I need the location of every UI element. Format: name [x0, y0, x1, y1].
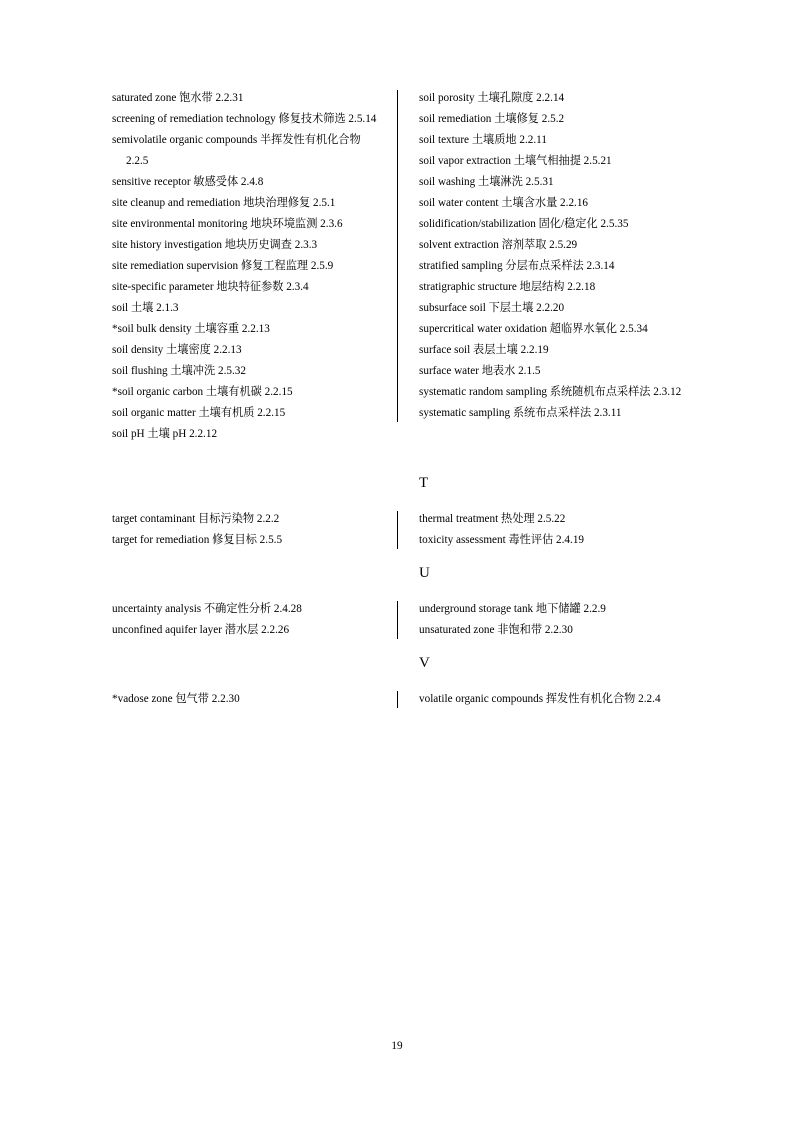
index-entry: solvent extraction 溶剂萃取 2.5.29 [419, 239, 578, 251]
column-divider [397, 601, 398, 639]
index-entry: thermal treatment 热处理 2.5.22 [419, 513, 566, 525]
index-entry: surface water 地表水 2.1.5 [419, 365, 541, 377]
index-entry: toxicity assessment 毒性评估 2.4.19 [419, 534, 585, 546]
index-entry: unconfined aquifer layer 潜水层 2.2.26 [112, 624, 290, 636]
index-column-right [397, 88, 682, 424]
index-letter-heading: V [419, 655, 430, 671]
letter-heading-wrap [397, 473, 682, 493]
column-divider [397, 90, 398, 422]
index-entry: site history investigation 地块历史调查 2.3.3 [112, 239, 318, 251]
index-entry: *soil bulk density 土壤容重 2.2.13 [112, 323, 270, 335]
index-entry: soil pH 土壤 pH 2.2.12 [112, 428, 218, 440]
index-section-v [112, 689, 682, 710]
column-divider [397, 691, 398, 708]
index-entry: systematic sampling 系统布点采样法 2.3.11 [419, 407, 622, 419]
index-column-left [112, 689, 397, 710]
index-entry: soil porosity 土壤孔隙度 2.2.14 [419, 92, 565, 104]
page-number: 19 [391, 1040, 403, 1052]
index-letter-heading-block [112, 473, 682, 509]
index-section-s [112, 88, 682, 445]
index-entry: target contaminant 目标污染物 2.2.2 [112, 513, 280, 525]
section-gap [112, 445, 682, 473]
index-column-left [112, 509, 397, 551]
index-column-right [397, 599, 682, 641]
index-entry: site cleanup and remediation 地块治理修复 2.5.1 [112, 197, 336, 209]
index-entry: stratified sampling 分层布点采样法 2.3.14 [419, 260, 615, 272]
index-entry: solidification/stabilization 固化/稳定化 2.5.35 [419, 218, 629, 230]
index-entry: soil density 土壤密度 2.2.13 [112, 344, 242, 356]
index-entry: soil texture 土壤质地 2.2.11 [419, 134, 547, 146]
index-entry: soil water content 土壤含水量 2.2.16 [419, 197, 589, 209]
index-column-right [397, 689, 682, 710]
index-entry: site remediation supervision 修复工程监理 2.5.9 [112, 260, 334, 272]
index-entry: target for remediation 修复目标 2.5.5 [112, 534, 283, 546]
index-entry: soil vapor extraction 土壤气相抽提 2.5.21 [419, 155, 612, 167]
index-column-right [397, 509, 682, 551]
index-entry: soil remediation 土壤修复 2.5.2 [419, 113, 565, 125]
index-content [112, 88, 682, 710]
letter-heading-wrap [397, 653, 682, 673]
index-entry: site environmental monitoring 地块环境监测 2.3.6 [112, 218, 343, 230]
column-divider [397, 511, 398, 549]
index-entry: soil organic matter 土壤有机质 2.2.15 [112, 407, 286, 419]
index-entry: site-specific parameter 地块特征参数 2.3.4 [112, 281, 309, 293]
index-entry: uncertainty analysis 不确定性分析 2.4.28 [112, 603, 302, 615]
index-entry: saturated zone 饱水带 2.2.31 [112, 92, 244, 104]
index-letter-heading: U [419, 565, 430, 581]
index-entry: systematic random sampling 系统随机布点采样法 2.3.12 [419, 386, 682, 398]
index-letter-heading: T [419, 475, 429, 491]
index-entry: underground storage tank 地下储罐 2.2.9 [419, 603, 606, 615]
index-entry: soil flushing 土壤冲洗 2.5.32 [112, 365, 246, 377]
index-entry: soil 土壤 2.1.3 [112, 302, 179, 314]
letter-heading-wrap [397, 563, 682, 583]
index-letter-heading-block [112, 563, 682, 599]
index-entry: *soil organic carbon 土壤有机碳 2.2.15 [112, 386, 293, 398]
index-entry: screening of remediation technology 修复技术筛选 2.5.14 [112, 113, 377, 125]
index-entry: volatile organic compounds 挥发性有机化合物 2.2.4 [419, 693, 661, 705]
index-entry: soil washing 土壤淋洗 2.5.31 [419, 176, 554, 188]
index-section-t [112, 509, 682, 551]
index-entry: supercritical water oxidation 超临界水氧化 2.5.34 [419, 323, 648, 335]
index-entry: stratigraphic structure 地层结构 2.2.18 [419, 281, 596, 293]
index-entry: unsaturated zone 非饱和带 2.2.30 [419, 624, 573, 636]
index-entry: surface soil 表层土壤 2.2.19 [419, 344, 549, 356]
section-gap [112, 641, 682, 653]
index-section-u [112, 599, 682, 641]
index-entry: semivolatile organic compounds 半挥发性有机化合物 2.2.5 [112, 134, 361, 167]
index-letter-heading-block [112, 653, 682, 689]
index-entry: *vadose zone 包气带 2.2.30 [112, 693, 240, 705]
index-entry: sensitive receptor 敏感受体 2.4.8 [112, 176, 264, 188]
index-column-left [112, 88, 397, 445]
section-gap [112, 551, 682, 563]
index-entry: subsurface soil 下层土壤 2.2.20 [419, 302, 565, 314]
index-column-left [112, 599, 397, 641]
